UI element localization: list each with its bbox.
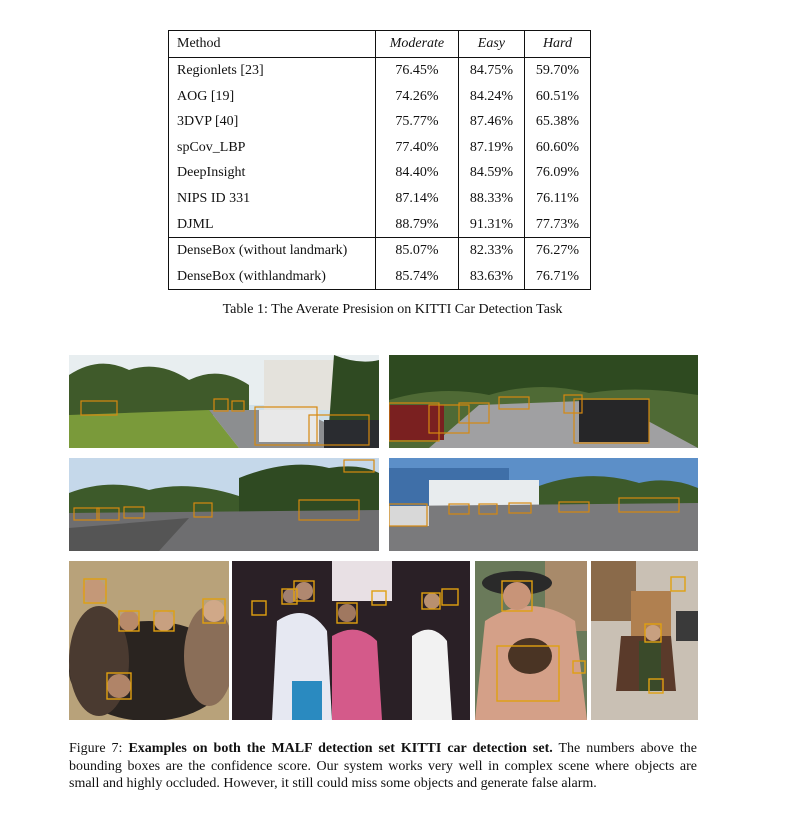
moderate-cell: 88.79% — [376, 212, 459, 238]
malf-room-photo — [591, 561, 698, 720]
figure-caption — [69, 740, 697, 793]
hard-cell: 76.11% — [536, 190, 579, 206]
table-row — [169, 186, 591, 212]
moderate-cell: 84.40% — [376, 160, 459, 186]
moderate-cell: 85.74% — [376, 264, 459, 290]
table-row — [169, 212, 591, 238]
table-header-row — [169, 31, 591, 58]
column-header-hard: Hard — [524, 31, 590, 58]
method-cell: Regionlets [23] — [169, 58, 376, 84]
easy-cell: 83.63% — [458, 264, 524, 290]
method-cell: DenseBox (withlandmark) — [169, 264, 376, 290]
column-header-easy: Easy — [458, 31, 524, 58]
table-row — [169, 84, 591, 110]
easy-cell: 84.24% — [458, 84, 524, 110]
hard-cell: 76.71% — [535, 268, 580, 284]
easy-cell: 84.75% — [458, 58, 524, 84]
results-table — [168, 30, 591, 290]
easy-cell: 87.19% — [458, 135, 524, 161]
moderate-cell: 85.07% — [376, 238, 459, 264]
method-cell: AOG [19] — [169, 84, 376, 110]
method-cell: DenseBox (without landmark) — [169, 238, 376, 264]
figure-caption-text: The numbers above the bounding boxes are the confidence score. Our system works very well in complex scene where objects are small and highly occluded. However, it still could miss some objects and generate false alarm. — [69, 741, 697, 791]
easy-cell: 87.46% — [458, 109, 524, 135]
kitti-highway-photo-2 — [389, 458, 698, 551]
moderate-cell: 87.14% — [376, 186, 459, 212]
hard-cell: 77.73% — [535, 216, 580, 232]
figure-label: Figure 7: — [69, 741, 123, 756]
hard-cell: 76.27% — [524, 238, 590, 264]
easy-cell: 82.33% — [458, 238, 524, 264]
method-cell: DeepInsight — [169, 160, 376, 186]
moderate-cell: 75.77% — [376, 109, 459, 135]
malf-crowd-photo — [232, 561, 470, 720]
kitti-highway-photo-1 — [69, 458, 379, 551]
moderate-cell: 76.45% — [376, 58, 459, 84]
figure-caption-bold: Examples on both the MALF detection set KITTI car detection set. — [128, 741, 553, 756]
table-row — [169, 58, 591, 84]
table-row — [169, 160, 591, 186]
moderate-cell: 74.26% — [376, 84, 459, 110]
method-cell: spCov_LBP — [169, 135, 376, 161]
hard-cell: 59.70% — [535, 63, 580, 78]
moderate-cell: 77.40% — [376, 135, 459, 161]
method-cell: NIPS ID 331 — [169, 186, 376, 212]
easy-cell: 91.31% — [458, 212, 524, 238]
kitti-street-photo-2 — [389, 355, 698, 448]
easy-cell: 84.59% — [458, 160, 524, 186]
hard-cell: 76.09% — [535, 165, 580, 181]
malf-group-photo — [69, 561, 229, 720]
easy-cell: 88.33% — [458, 186, 524, 212]
hard-cell: 65.38% — [535, 114, 580, 130]
column-header-method: Method — [169, 31, 376, 58]
malf-man-with-hat-photo — [475, 561, 587, 720]
method-cell: 3DVP [40] — [169, 109, 376, 135]
table-row — [169, 109, 591, 135]
table-caption: Table 1: The Averate Presision on KITTI Car Detection Task — [222, 302, 563, 317]
hard-cell: 60.60% — [535, 139, 580, 155]
table-row — [169, 238, 591, 264]
table-row — [169, 135, 591, 161]
kitti-street-photo-1 — [69, 355, 379, 448]
column-header-moderate: Moderate — [376, 31, 459, 58]
table-row — [169, 264, 591, 290]
hard-cell: 60.51% — [535, 88, 580, 104]
method-cell: DJML — [169, 212, 376, 238]
